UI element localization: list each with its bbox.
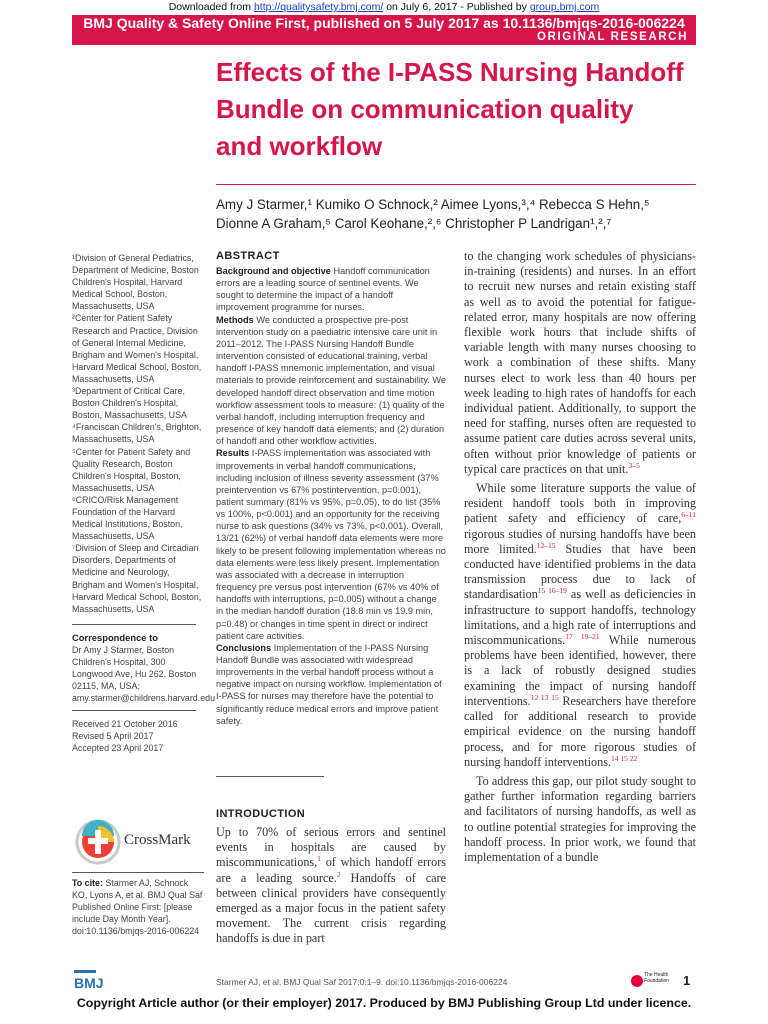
author-line-1: Amy J Starmer,¹ Kumiko O Schnock,² Aimee Lyons,³,⁴ Rebecca S Hehn,⁵ — [216, 197, 650, 212]
journal-url-link[interactable]: http://qualitysafety.bmj.com/ — [253, 1, 384, 13]
abstract-divider — [216, 776, 324, 777]
article-dates — [72, 718, 204, 754]
abstract-background — [216, 265, 446, 314]
download-prefix: Downloaded from — [168, 1, 254, 13]
abstract-methods — [216, 314, 446, 448]
reference-link[interactable]: 1 — [317, 854, 321, 864]
body-paragraph-3: To address this gap, our pilot study sought to gather further information regarding barriers and facilitators of nursing handoffs, as well as to outline potential strategies for improving the handoff process. In prior work, we found that implementation of a bundle — [464, 773, 696, 864]
methods-text: We conducted a prospective pre-post intervention study on a paediatric intensive care unit in 2011–2012. The I-PASS Nursing Handoff Bundle intervention consisted of educational training, verbal handoff I-PASS mnemonic implementation, and visual materials to provide reinforcement and sustainability. We developed handoff direct observation and time motion workflow assessment tools to measure: (1) quality of the verbal handoff, including interruption frequency and presence of key handoff data elements; and (2) duration of handoff and other workflow activities. — [216, 314, 446, 447]
how-to-cite — [72, 872, 204, 937]
affiliations — [72, 252, 204, 615]
abstract-results — [216, 447, 446, 642]
introduction-heading: INTRODUCTION — [216, 808, 306, 820]
footer-citation: Starmer AJ, et al. BMJ Qual Saf 2017;0:1–9. doi:10.1136/bmjqs-2016-006224 — [216, 977, 508, 987]
dates-divider — [72, 710, 196, 711]
title-divider — [216, 184, 696, 185]
affiliation-item: ¹Division of General Pediatrics, Department of Medicine, Boston Children's Hospital, Harvard Medical School, Boston, Massachusetts, USA — [72, 253, 199, 312]
correspondence-divider — [72, 624, 196, 625]
reference-link[interactable]: 12 13 15 — [530, 692, 559, 702]
reference-link[interactable]: 17 19–21 — [565, 632, 600, 642]
conclusions-text: Implementation of the I-PASS Nursing Handoff Bundle was associated with widespread improvements in the verbal handoff process without a negative impact on nursing workflow. Implementation of I-PASS for nurses may therefore have the potential to significantly reduce medical errors and improve patient safety. — [216, 642, 442, 726]
background-label: Background and objective — [216, 266, 331, 276]
abstract-heading: ABSTRACT — [216, 250, 280, 262]
reference-link[interactable]: 12–15 — [536, 540, 556, 550]
download-line — [0, 1, 768, 13]
right-column — [464, 249, 696, 865]
affiliation-item: ²Center for Patient Safety Research and Practice, Division of General Internal Medicine, Brigham and Women's Hospital, Harvard Medical School, Boston, Massachusetts, USA — [72, 313, 202, 384]
reference-link[interactable]: 14 15 22 — [611, 753, 638, 763]
body-text: Studies that have been conducted have identified problems in the data transmission process due to lack of standardisation — [464, 541, 696, 602]
body-text: rigorous studies of nursing handoffs have been more limited. — [464, 526, 696, 556]
download-middle: on July 6, 2017 - Published by — [383, 1, 530, 13]
intro-text: of which handoff errors are a leading source. — [216, 855, 446, 885]
body-text: to the changing work schedules of physicians-in-training (residents) and nurses. In an effort to recruit new nurses and retain existing staff as well as to avoid the potential for fatigue-related error, many hospitals are now offering flexible work hours that include shifts of variable length with many nurses choosing to work a combination of these shifts. Many nurses elect to work less than 40 hours per week leading to high rates of handoffs for each individual patient. Additionally, to support the need for staffing, nurses often are requested to assume patient care duties across several units, often without prior knowledge of patients or typical care practices on that unit. — [464, 249, 696, 476]
body-text: While numerous problems have been identified, however, there is a lack of robustly designed studies examining the impact of nursing handoff interventions. — [464, 633, 696, 708]
journal-online-first-line: BMJ Quality & Safety Online First, published on 5 July 2017 as 10.1136/bmjqs-2016-006224 — [83, 15, 685, 31]
abstract-conclusions — [216, 642, 446, 727]
accepted-date: Accepted 23 April 2017 — [72, 743, 164, 754]
body-text: as well as deficiencies in infrastructure to support handoffs, technology limitations, and a high rate of interruptions and miscommunications. — [464, 587, 696, 648]
article-title: Effects of the I-PASS Nursing Handoff Bundle on communication quality and workflow — [216, 57, 684, 161]
author-line-2: Dionne A Graham,⁵ Carol Keohane,²,⁶ Christopher P Landrigan¹,²,⁷ — [216, 216, 612, 231]
reference-link[interactable]: 2 — [336, 869, 341, 879]
health-foundation-label: The Health Foundation — [644, 972, 670, 984]
section-label: ORIGINAL RESEARCH — [537, 31, 688, 43]
reference-link[interactable]: 15 16–19 — [537, 586, 567, 596]
body-text: While some literature supports the value of resident handoff tools both in improving patient safety and efficiency of care, — [464, 481, 696, 526]
correspondence-heading: Correspondence to — [72, 632, 158, 643]
introduction-paragraph — [216, 825, 446, 947]
affiliation-item: ³Department of Critical Care, Boston Children's Hospital, Boston, Massachusetts, USA — [72, 386, 187, 421]
bmj-logo-text: BMJ — [74, 975, 104, 991]
intro-text: Up to 70% of serious errors and sentinel events in hospitals are caused by miscommunications, — [216, 825, 446, 870]
reference-link[interactable]: 3–5 — [628, 460, 640, 470]
publisher-link[interactable]: group.bmj.com — [529, 1, 600, 13]
revised-date: Revised 5 April 2017 — [72, 731, 154, 742]
body-paragraph-2 — [464, 481, 696, 770]
methods-label: Methods — [216, 314, 254, 325]
correspondence-block — [72, 632, 216, 705]
conclusions-label: Conclusions — [216, 642, 272, 653]
results-label: Results — [216, 448, 250, 459]
copyright-line: Copyright Article author (or their employer) 2017. Produced by BMJ Publishing Group Ltd under licence. — [76, 996, 692, 1010]
correspondence-body: Dr Amy J Starmer, Boston Children's Hospital, 300 Longwood Ave, Hu 262, Boston 02115, MA, USA; amy.starmer@childrens.harvard.edu — [72, 645, 216, 704]
reference-link[interactable]: 6–11 — [681, 510, 696, 520]
results-text: I-PASS implementation was associated with improvements in verbal handoff communications, including inclusion of illness severity assessment (37% preintervention vs 67% postintervention, p=0.001), patient summary (81% vs 95%, p=0.05), to do list (35% vs 100%, p<0.001) and an opportunity for the receiving nurse to ask questions (34% vs 73%, p<0.001). Overall, 13/21 (62%) of verbal handoff data elements were more likely to be present following implementation whereas no data elements were less likely present. Implementation was associated with a decrease in interruption frequency pre versus post intervention (67% vs 40% of handoffs with interruptions, p=0.005) without a change in the median handoff duration (18.8 min vs 19.9 min, p=0.48) or changes in time spent in direct or indirect patient care activities. — [216, 448, 446, 641]
intro-text: Handoffs of care between clinical providers have consequently emerged as a major focus in the patient safety movement. The current crisis regarding handoffs is due in part — [216, 870, 446, 946]
affiliation-item: ⁷Division of Sleep and Circadian Disorders, Departments of Medicine and Neurology, Brigham and Women's Hospital, Harvard Medical School, Boston, Massachusetts, USA — [72, 543, 202, 614]
bmj-logo-icon — [72, 968, 112, 992]
body-text: Researchers have therefore called for additional research to provide empirical evidence on the nursing handoff process, and for more rigorous studies of nursing handoff interventions. — [464, 693, 696, 769]
cite-label: To cite: — [72, 878, 103, 888]
crossmark-label[interactable]: CrossMark — [124, 832, 191, 848]
background-text: Handoff communication errors are a leading source of sentinel events. We sought to determine the impact of a handoff improvement programme for nurses. — [216, 266, 430, 313]
abstract-body — [216, 265, 446, 727]
affiliation-item: ⁶CRICO/Risk Management Foundation of the Harvard Medical Institutions, Boston, Massachusetts, USA — [72, 494, 183, 542]
cite-body: Starmer AJ, Schnock KO, Lyons A, et al. BMJ Qual Saf Published Online First: [please include Day Month Year]. doi:10.1136/bmjqs-2016-006224 — [72, 878, 203, 937]
affiliation-item: ⁴Franciscan Children's, Brighton, Massachusetts, USA — [72, 422, 202, 445]
affiliation-item: ⁵Center for Patient Safety and Quality Research, Boston Children's Hospital, Boston, Massachusetts, USA — [72, 446, 191, 493]
body-paragraph-1 — [464, 249, 696, 477]
received-date: Received 21 October 2016 — [72, 719, 178, 729]
author-list — [216, 195, 696, 233]
page-number: 1 — [683, 973, 691, 988]
